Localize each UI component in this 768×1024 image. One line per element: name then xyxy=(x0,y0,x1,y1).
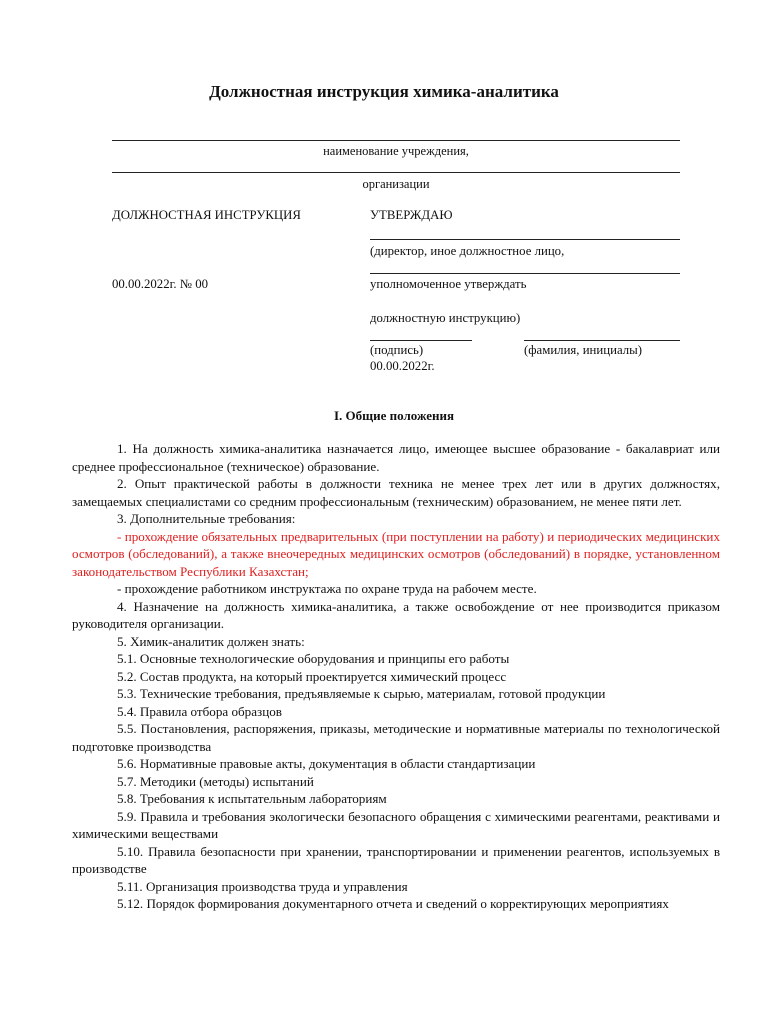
approve-label: УТВЕРЖДАЮ xyxy=(370,208,453,222)
document-body xyxy=(72,440,720,913)
paragraph: 3. Дополнительные требования: xyxy=(117,511,296,526)
signature-line xyxy=(370,340,472,341)
name-line xyxy=(524,340,680,341)
org-name-line xyxy=(112,140,680,141)
paragraph: 5.4. Правила отбора образцов xyxy=(117,703,282,719)
paragraph: 5.5. Постановления, распоряжения, приказы, методические и нормативные материалы по технологической подготовке производства xyxy=(72,721,720,754)
name-label: (фамилия, инициалы) xyxy=(524,343,642,357)
paragraph: 5.7. Методики (методы) испытаний xyxy=(117,773,314,789)
paragraph: 5.3. Технические требования, предъявляемые к сырью, материалам, готовой продукции xyxy=(117,686,606,701)
authorized-note: уполномоченное утверждать xyxy=(370,277,527,291)
signature-label: (подпись) xyxy=(370,343,424,357)
org-line xyxy=(112,172,680,173)
director-note: (директор, иное должностное лицо, xyxy=(370,244,565,258)
paragraph: 5.1. Основные технологические оборудования и принципы его работы xyxy=(117,651,510,666)
paragraph: 1. На должность химика-аналитика назначается лицо, имеющее высшее образование - бакалавриат или среднее профессиональное (техническое) образование. xyxy=(72,441,720,474)
org-name-label: наименование учреждения, xyxy=(323,144,469,158)
section-title: I. Общие положения xyxy=(334,408,454,423)
paragraph: - прохождение обязательных предварительных (при поступлении на работу) и периодических медицинских осмотров (обследований), а также внеочередных медицинских осмотров (обследований) в порядке, установленном законодательством Республики Казахстан; xyxy=(72,528,720,579)
org-label: организации xyxy=(362,177,430,191)
paragraph: 4. Назначение на должность химика-аналитика, а также освобождение от нее производится приказом руководителя организации. xyxy=(72,598,720,631)
paragraph: 5.12. Порядок формирования документарного отчета и сведений о корректирующих мероприятиях xyxy=(117,896,669,911)
instruction-note: должностную инструкцию) xyxy=(370,311,521,325)
authorized-line xyxy=(370,273,680,274)
paragraph: 2. Опыт практической работы в должности техника не менее трех лет или в других должностях, замещаемых специалистами со средним профессиональным (техническим) образованием, не менее пяти лет. xyxy=(72,476,720,509)
paragraph: - прохождение работником инструктажа по охране труда на рабочем месте. xyxy=(117,581,537,596)
approve-date: 00.00.2022г. xyxy=(370,359,435,373)
date-number: 00.00.2022г. № 00 xyxy=(112,277,208,291)
paragraph: 5.6. Нормативные правовые акты, документация в области стандартизации xyxy=(117,756,536,771)
paragraph: 5.11. Организация производства труда и управления xyxy=(117,878,408,894)
document-title: Должностная инструкция химика-аналитика xyxy=(209,82,559,101)
paragraph: 5.8. Требования к испытательным лабораториям xyxy=(117,791,387,806)
paragraph: 5.2. Состав продукта, на который проектируется химический процесс xyxy=(117,668,507,684)
director-line xyxy=(370,239,680,240)
paragraph: 5. Химик-аналитик должен знать: xyxy=(117,633,305,649)
paragraph: 5.10. Правила безопасности при хранении, транспортировании и применении реагентов, используемых в производстве xyxy=(72,843,720,876)
paragraph: 5.9. Правила и требования экологически безопасного обращения с химическими реагентами, реактивами и химическими веществами xyxy=(72,808,720,841)
instruction-label: ДОЛЖНОСТНАЯ ИНСТРУКЦИЯ xyxy=(112,208,301,222)
